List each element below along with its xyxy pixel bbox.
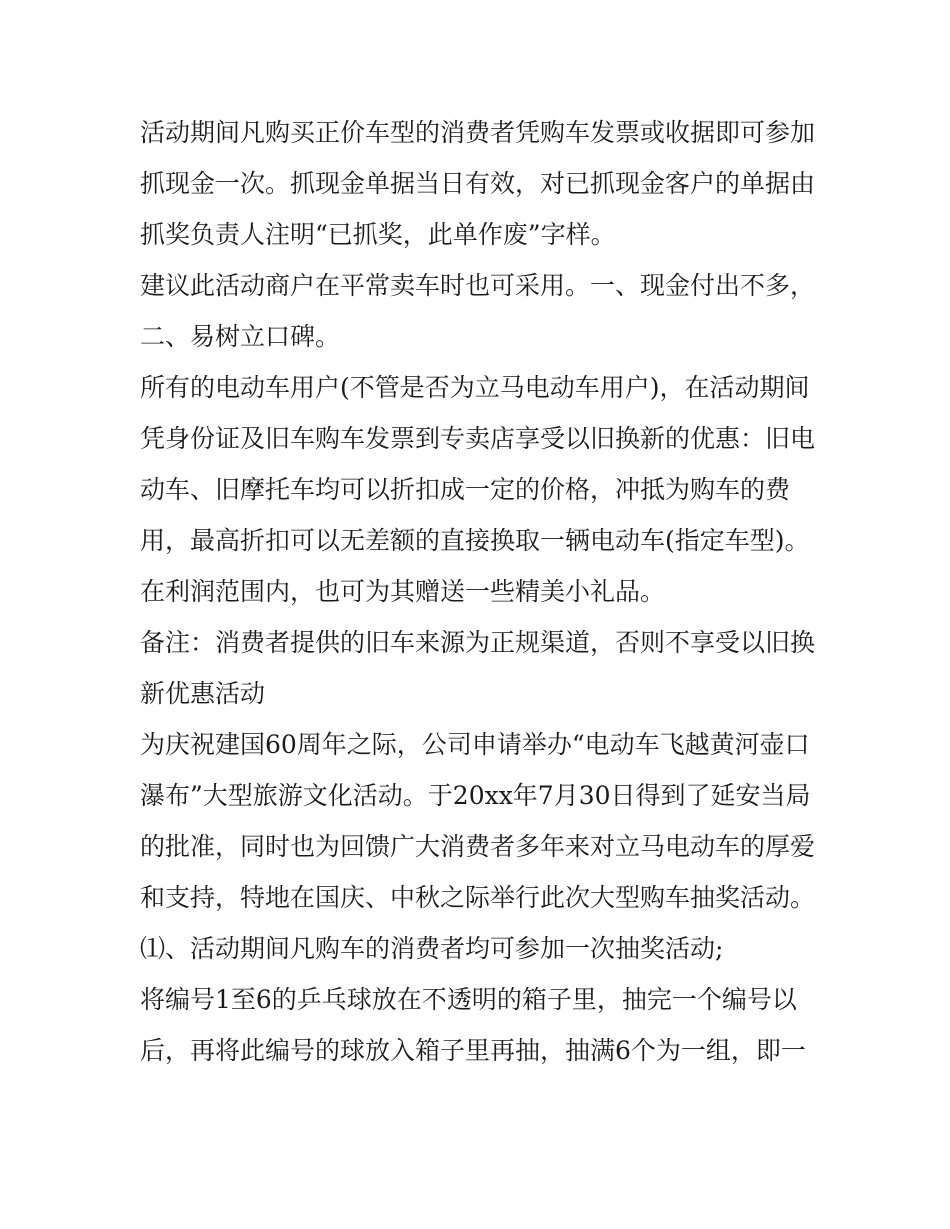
paragraph-trade-in: 所有的电动车用户(不管是否为立马电动车用户)，在活动期间凭身份证及旧车购车发票到专卖店享受以旧换新的优惠：旧电动车、旧摩托车均可以折扣成一定的价格，冲抵为购车的费用，最高折扣可以无差额的直接换取一辆电动车(指定车型)。: [140, 373, 816, 555]
paragraph-lottery-rule: ⑴、活动期间凡购车的消费者均可参加一次抽奖活动;: [140, 934, 724, 963]
paragraph-suggestion: 建议此活动商户在平常卖车时也可采用。一、现金付出不多，二、易树立口碑。: [140, 271, 816, 351]
document-body: [140, 107, 820, 1076]
paragraph-cash-draw: 活动期间凡购买正价车型的消费者凭购车发票或收据即可参加抓现金一次。抓现金单据当日有效，对已抓现金客户的单据由抓奖负责人注明“已抓奖，此单作废”字样。: [140, 118, 816, 249]
paragraph-note: 备注：消费者提供的旧车来源为正规渠道，否则不享受以旧换新优惠活动: [140, 628, 816, 708]
paragraph-gifts: 在利润范围内，也可为其赠送一些精美小礼品。: [140, 577, 666, 606]
paragraph-ball-draw: 将编号1至6的乒乓球放在不透明的箱子里，抽完一个编号以后，再将此编号的球放入箱子里再抽，抽满6个为一组，即一: [140, 985, 806, 1065]
paragraph-anniversary: 为庆祝建国60周年之际，公司申请举办“电动车飞越黄河壶口瀑布”大型旅游文化活动。于20xx年7月30日得到了延安当局的批准，同时也为回馈广大消费者多年来对立马电动车的厚爱和支持，特地在国庆、中秋之际举行此次大型购车抽奖活动。: [140, 730, 816, 912]
